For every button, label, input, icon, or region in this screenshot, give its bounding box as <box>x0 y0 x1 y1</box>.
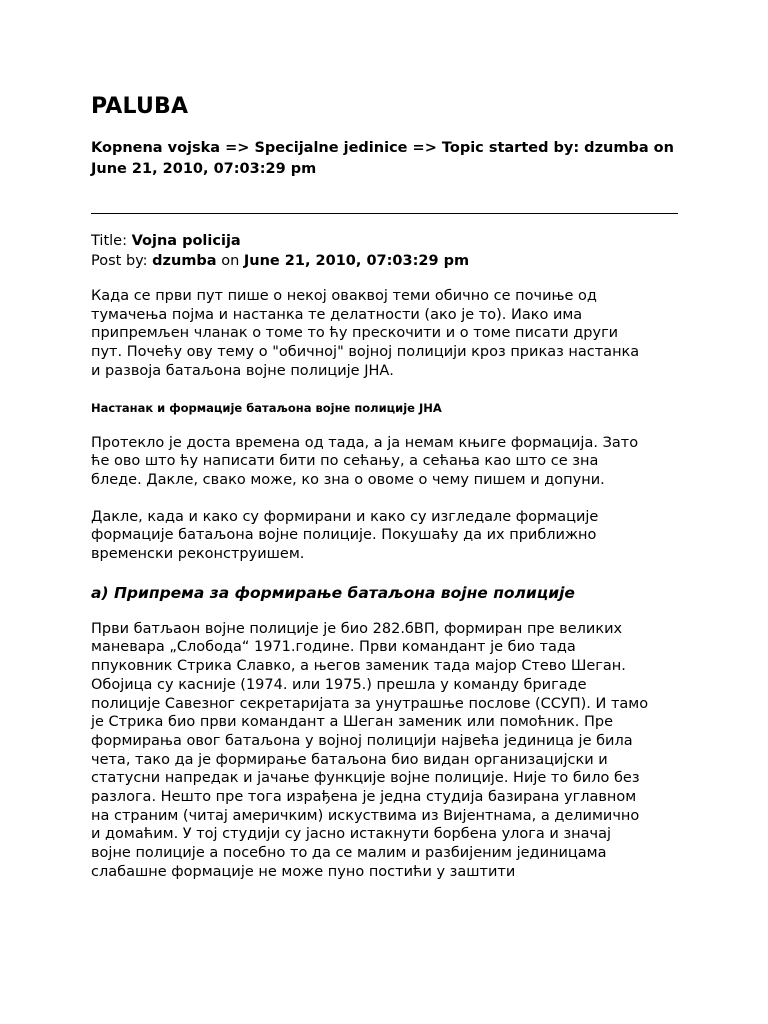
on-label: on <box>216 253 244 269</box>
paragraph-4: Први батљаон војне полиције је био 282.бВП, формиран пре великих маневара „Слобода“ 1971.године. Први командант је био тада ппуковник Стрика Славко, а његов заменик тада мајор Стево Шеган. Обојица су касније (1974. или 1975.) прешла у команду бригаде полиције Савезног секретаријата за унутрашње послове (ССУП). И тамо је Стрика био први командант а Шеган заменик или помоћник. Пре формирања овог батаљона у војној полицији највећа јединица је била чета, тако да је формирање батаљона био видан организацијски и статусни напредак и јачање функције војне полиције. Није то било без разлога. Нешто пре тога израђена је једна студија базирана углавном на страним (читај америчким) искуствима из Вијентнама, а делимично и домаћим. У тој студији су јасно истакнути борбена улога и значај војне полиције а посебно то да се малим и разбијеним јединицама слабашне формације не може пуно постићи у заштити <box>91 620 649 880</box>
paragraph-1: Када се први пут пише о некој оваквој теми обично се почиње од тумачења појма и настанка те делатности (ако је то). Иако има припремљен чланак о томе то ћу прескочити и о томе писати други пут. Почећу ову тему о "обичној" војној полицији кроз приказ настанка и развоја батаљона војне полиције ЈНА. <box>91 288 640 379</box>
subheading: Настанак и формације батаљона војне полиције ЈНА <box>91 400 442 415</box>
section-heading: а) Припрема за формирање батаљона војне полиције <box>91 583 575 602</box>
post-date: June 21, 2010, 07:03:29 pm <box>243 253 470 269</box>
paragraph-2: Протекло је доста времена од тада, а ја немам књиге формација. Зато ће ово што ћу написати бити по сећању, а сећања као што се зна бледе. Дакле, свако може, ко зна о овоме о чему пишем и допуни. <box>91 434 639 488</box>
breadcrumb: Kopnena vojska => Specijalne jedinice => Topic started by: dzumba on June 21, 2010, 07:03:29 pm <box>91 140 674 177</box>
title-label: Title: <box>91 233 132 249</box>
post-title-line <box>91 231 469 251</box>
post-body <box>91 287 651 900</box>
post-author: dzumba <box>152 253 217 269</box>
post-meta <box>91 231 469 271</box>
paragraph-3: Дакле, када и како су формирани и како су изгледале формације формације батаљона војне полиције. Покушаћу да их приближно временски реконструишем. <box>91 508 599 563</box>
site-title: PALUBA <box>91 94 189 119</box>
post-title: Vojna policija <box>131 233 241 249</box>
by-label: Post by: <box>91 253 153 269</box>
divider <box>91 213 678 214</box>
post-by-line <box>91 251 469 271</box>
